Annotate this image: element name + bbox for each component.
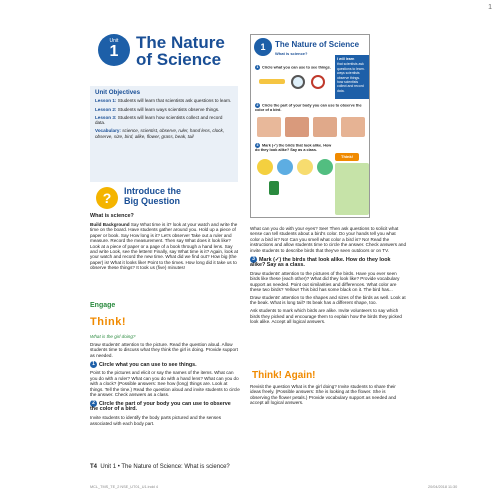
question-mark-icon: ? — [96, 187, 118, 209]
thumb-q3: 3 Mark (✓) the birds that look alike. How do they look alike? Say as a class. — [255, 143, 332, 152]
yellow-bird-2-image — [297, 159, 313, 175]
engage-heading: Engage — [90, 302, 116, 309]
unit-label: Unit — [109, 38, 119, 44]
engage-item1: 1 Circle what you can use to see things. — [90, 361, 240, 368]
objective-lesson1: Lesson 1: Students will learn that scientists ask questions to learn. — [95, 98, 232, 104]
crop-slug-left: MCL_TMS_TE_2 NSE_UT01_U1.indd 4 — [90, 485, 158, 489]
engage-item2-text: Invite students to identify the body parts pictured and the senses associated with each body part. — [90, 415, 222, 426]
thumb-q2: 2 Circle the part of your body you can use to observe the color of a bird. — [255, 103, 362, 112]
page-footer — [90, 464, 230, 470]
engage-item2: 2 Circle the part of your body you can use to observe the color of a bird. — [90, 399, 231, 413]
engage-item1-text: Point to the pictures and elicit or say the names of the items. What can you do with a ruler? What can you do with a hand lens? What can you do with a clock? (Possible answers: See how (long) things are. Look at things. Tell the time.) Read the question aloud and invite students to circle the answer. Check answers as a class. — [90, 370, 240, 398]
unit-title — [136, 34, 225, 68]
thumb-title: The Nature of Science — [275, 40, 360, 49]
ruler-image — [259, 79, 285, 84]
right-column-text — [250, 226, 406, 327]
footer-text: Unit 1 • The Nature of Science: What is science? — [100, 464, 230, 470]
right-para1: What can you do with your eyes? See! Then ask questions to solicit what sense can tell students about a bird's color. Do your hands tell you what color a bird is? No! Can you smell what color a bird is? No! Read the instructions and allow students time to circle the answer. Check answers and invite students to describe birds that they've seen outdoors or on TV. — [250, 226, 407, 253]
girl-with-flower-image — [335, 163, 369, 215]
revisit-text — [250, 384, 406, 408]
grass-image — [269, 181, 279, 195]
revisit-para: Revisit the question What is the girl doing? Invite students to share their ideas freely. (Possible answers: She is looking at the flower. She is observing the flower petals.) Provide vocabulary support as needed and accept all logical answers. — [250, 384, 397, 406]
objective-lesson2: Lesson 2: Students will learn ways scientists observe things. — [95, 106, 220, 112]
thumb-q1: 1 Circle what you can use to see things. — [256, 65, 331, 70]
think-heading: Think! — [90, 316, 126, 328]
objectives-box — [90, 86, 238, 182]
unit-title-line1: The Nature — [136, 33, 225, 52]
hand-lens-image — [291, 75, 305, 89]
crop-slug-right: 20/04/2018 11:30 — [428, 485, 458, 489]
hand-image — [341, 117, 365, 137]
think-again-heading: Think! Again! — [252, 370, 316, 381]
unit-badge — [98, 34, 130, 66]
clock-image — [311, 75, 325, 89]
right-item3-text3: Ask students to mark which birds are alike. Invite volunteers to say which birds they picked and encourage them to explain how the birds they picked look alike. Accept all logical answers. — [250, 308, 402, 325]
student-page-thumbnail — [250, 34, 370, 218]
objective-lesson3: Lesson 3: Students will learn how scientists collect and record data. — [95, 114, 223, 126]
unit-number: 1 — [109, 43, 119, 60]
footer-page-number: T4 — [90, 464, 98, 470]
thumb-side-item: that scientists ask questions to learn. — [337, 62, 365, 71]
ear-image — [313, 117, 337, 137]
thumb-side-heading: I will learn — [337, 57, 355, 61]
yellow-bird-image — [257, 159, 273, 175]
vocabulary: Vocabulary: science, scientist, observe, ruler, hand lens, clock, observe, size, bird, alike, flower, grass, beak, tail — [95, 128, 225, 139]
eye-image — [257, 117, 281, 137]
corner-page-number: 1 — [488, 4, 492, 11]
engage-text — [90, 334, 240, 429]
thumb-side-item: ways scientists observe things. — [337, 71, 360, 80]
right-item3-text: Draw students' attention to the pictures of the birds. Have you ever seen birds like these (each other)? What did they look like? Provide vocabulary support as needed. Point out similarities and differences. What color are these two birds? Yellow! This bird has some black on it. The bird has... — [250, 270, 400, 292]
objectives-heading: Unit Objectives — [95, 89, 141, 96]
nose-image — [285, 117, 309, 137]
big-question-title: Introduce the Big Question — [124, 186, 182, 206]
big-question-text — [90, 214, 240, 273]
green-bird-image — [317, 159, 333, 175]
thumb-subtitle: What is science? — [275, 51, 308, 56]
thumb-side-item: how scientists collect and record data. — [337, 80, 364, 93]
build-background: Build Background Say What time is it? look at your watch and write the time on the board. Have students gather around you. Hold up a piece of paper or book. Say How long is it? Let's observe! Take out a ruler and measure. Record the measurement. Then say What does it look like? Look at a piece of paper or a page of a book through a hand lens. Say and write Look, see the letters! Finally, say What time is it? Again, look at your watch and record the new time. What did we find out? How big (the paper) is! What it looks like! Point to the times. How long did it take us to observe these things? It took us (five) minutes! — [90, 221, 239, 271]
engage-prompt: What is the girl doing? — [90, 334, 136, 339]
blue-bird-image — [277, 159, 293, 175]
unit-title-line2: of Science — [136, 50, 222, 69]
thumb-think-label: Think! — [335, 153, 359, 161]
thumb-objectives-box — [335, 55, 369, 99]
engage-para: Draw students' attention to the picture. Read the question aloud. Allow students time to discuss what they think the girl is doing. Provide support as needed. — [90, 341, 238, 358]
big-question: What is science? — [90, 213, 134, 219]
thumb-unit-badge: 1 — [254, 38, 272, 56]
right-item3: 3 Mark (✓) the birds that look alike. How do they look alike? Say as a class. — [250, 255, 391, 268]
right-item3-text2: Draw students' attention to the shapes and sizes of the birds as well. Look at the beak. What is long tail? Its beak has a different shape, too. — [250, 294, 406, 306]
